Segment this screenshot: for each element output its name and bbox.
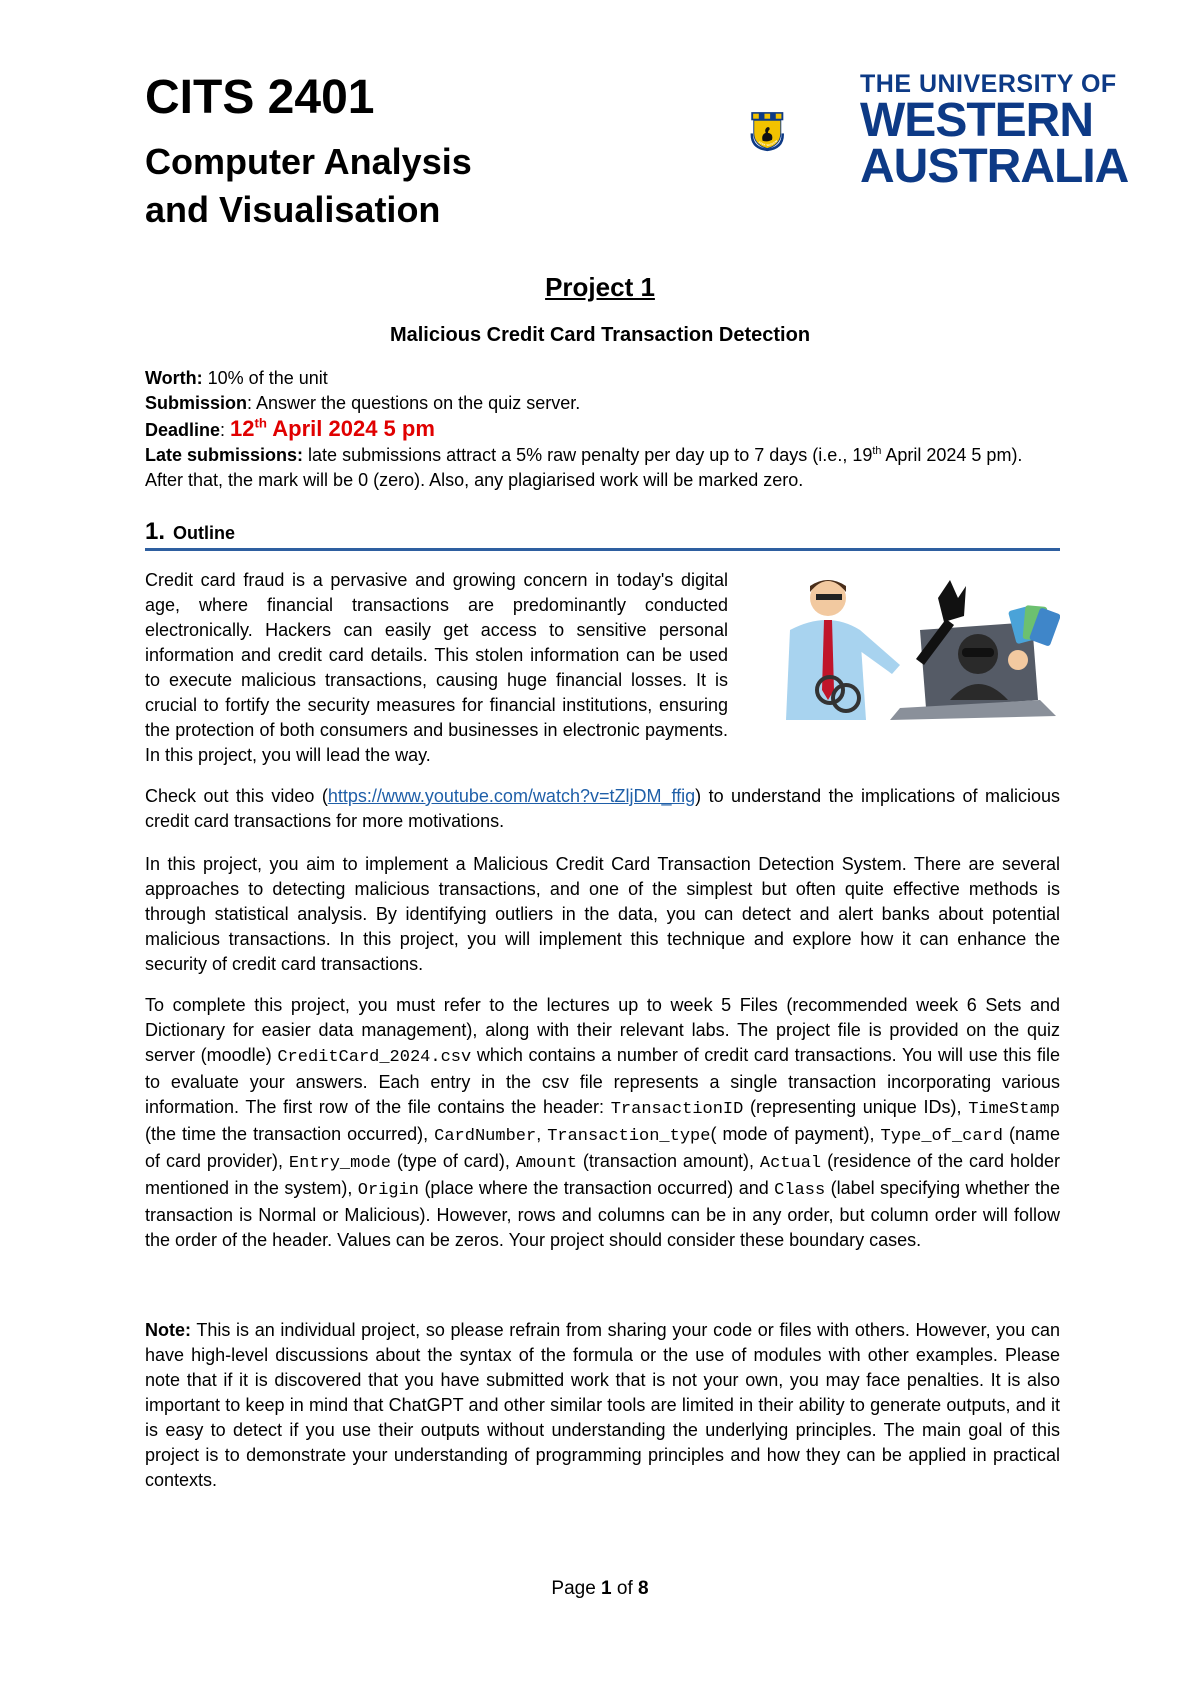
deadline-rest: April 2024 5 pm	[266, 416, 435, 441]
p4-t2: (the time the transaction occurred),	[145, 1124, 435, 1144]
uwa-logo-wordmark	[860, 70, 1129, 193]
late-label: Late submissions:	[145, 445, 304, 465]
p4-t8: (residence of the card holder mentioned in the system),	[145, 1151, 1060, 1198]
of-word: of	[611, 1578, 639, 1599]
paragraph-data-file-text	[145, 993, 1060, 1253]
deadline-value	[230, 416, 435, 441]
field-class: Class	[774, 1181, 826, 1200]
field-entry-mode: Entry_mode	[288, 1154, 391, 1173]
note-text: This is an individual project, so please refrain from sharing your code or files with others. However, you can have high-level discussions about the syntax of the formula or the use of modules with other examples. Please note that if it is discovered that you have submitted work that is not your own, you may face penalties. It is also important to keep in mind that ChatGPT and other similar tools are limited in their ability to generate outputs, and it is easy to detect if you use their outputs without understanding the underlying principles. The main goal of this project is to demonstrate your understanding of programming principles and how they can be applied in practical contexts.	[145, 1320, 1060, 1490]
field-transactionid: TransactionID	[610, 1100, 744, 1119]
page-footer	[0, 1578, 1200, 1600]
field-actual: Actual	[759, 1154, 822, 1173]
unit-code: CITS 2401	[145, 71, 375, 124]
section-divider	[145, 548, 1060, 551]
paragraph-aim	[145, 852, 1060, 977]
paragraph-note-text	[145, 1318, 1060, 1493]
late-value-b: April 2024 5 pm). After that, the mark will be 0 (zero). Also, any plagiarised work will be marked zero.	[145, 445, 1023, 490]
logo-line1: THE UNIVERSITY OF	[860, 70, 1117, 98]
submission-label: Submission	[145, 393, 248, 413]
video-text-a: Check out this video (	[145, 786, 328, 806]
unit-title	[145, 138, 472, 234]
deadline-sep: :	[220, 420, 231, 440]
project-meta	[145, 366, 1060, 493]
paragraph-video	[145, 784, 1060, 834]
unit-title-line2: and Visualisation	[145, 189, 441, 230]
paragraph-note	[145, 1318, 1060, 1493]
deadline-label: Deadline	[145, 420, 221, 440]
late-submission-line	[145, 443, 1060, 493]
csv-filename: CreditCard_2024.csv	[277, 1048, 472, 1067]
project-title: Project 1	[545, 272, 655, 302]
p4-t5: (name of card provider),	[145, 1124, 1060, 1171]
deadline-line	[145, 416, 1060, 443]
paragraph-aim-text: In this project, you aim to implement a Malicious Credit Card Transaction Detection System. There are several approaches to detecting malicious transactions, and one of the simplest but often quite effective methods is through statistical analysis. By identifying outliers in the data, you can detect and alert banks about potential malicious transactions. In this project, you will implement this technique and explore how it can enhance the security of credit card transactions.	[145, 854, 1060, 974]
p4-t7: (transaction amount),	[576, 1151, 760, 1171]
p4-text-a: To complete this project, you must refer to the lectures up to week 5 Files (recommended week 6 Sets and Dictionary for easier data management), along with their relevant labs. The project file is provided on the quiz server (moodle)	[145, 995, 1060, 1065]
p4-t4: ( mode of payment),	[710, 1124, 881, 1144]
project-subtitle: Malicious Credit Card Transaction Detection	[389, 324, 811, 346]
field-type-of-card: Type_of_card	[880, 1127, 1003, 1146]
deadline-day-suffix: th	[254, 415, 267, 431]
section-number: 1.	[145, 518, 166, 545]
worth-value: 10% of the unit	[202, 368, 328, 388]
p4-text-b: which contains a number of credit card transactions. You will use this file to evaluate your answers. Each entry in the csv file represents a single transaction incorporating various information. The first row of the file contains the header:	[145, 1045, 1060, 1117]
paragraph-data-file	[145, 993, 1060, 1253]
paragraph-intro-text: Credit card fraud is a pervasive and growing concern in today's digital age, where financial transactions are predominantly conducted electronically. Hackers can easily get access to sensitive personal information and credit card details. This stolen information can be used to execute malicious transactions, causing huge financial losses. It is crucial to fortify the security measures for financial institutions, ensuring the protection of both consumers and businesses in electronic payments. In this project, you will lead the way.	[145, 570, 728, 765]
page-number: 1	[601, 1578, 612, 1599]
youtube-video-link[interactable]: https://www.youtube.com/watch?v=tZljDM_ffig	[327, 786, 696, 806]
p4-t9: (place where the transaction occurred) and	[419, 1178, 775, 1198]
logo-line3: AUSTRALIA	[860, 140, 1129, 193]
worth-label: Worth:	[145, 368, 203, 388]
field-amount: Amount	[515, 1154, 577, 1173]
section-heading-outline	[145, 518, 235, 546]
page-total: 8	[638, 1578, 649, 1599]
p4-t10: (label specifying whether the transaction is Normal or Malicious). However, rows and columns can be in any order, but column order will follow the order of the header. Values can be zeros. Your project should consider these boundary cases.	[145, 1178, 1060, 1250]
logo-line2: WESTERN	[860, 94, 1093, 147]
worth-line	[145, 366, 1060, 391]
late-sup: th	[872, 445, 882, 457]
p4-t3: ,	[536, 1124, 548, 1144]
page-word: Page	[551, 1578, 602, 1599]
fraud-illustration-icon	[750, 570, 1060, 720]
deadline-day: 12	[230, 416, 255, 441]
field-transaction-type: Transaction_type	[547, 1127, 711, 1146]
p4-t6: (type of card),	[390, 1151, 516, 1171]
field-origin: Origin	[357, 1181, 420, 1200]
note-label: Note:	[145, 1320, 191, 1340]
field-cardnumber: CardNumber	[434, 1127, 537, 1146]
field-timestamp: TimeStamp	[968, 1100, 1061, 1119]
p4-t1: (representing unique IDs),	[743, 1097, 969, 1117]
svg-text:SEEK WISDOM: SEEK WISDOM	[757, 139, 779, 147]
video-text-b: ) to understand the implications of malicious credit card transactions for more motivations.	[145, 786, 1060, 831]
submission-line	[145, 391, 1060, 416]
paragraph-video-text	[145, 784, 1060, 834]
late-value-a: late submissions attract a 5% raw penalty per day up to 7 days (i.e., 19	[303, 445, 873, 465]
submission-value: : Answer the questions on the quiz server.	[247, 393, 581, 413]
unit-title-line1: Computer Analysis	[145, 141, 472, 182]
paragraph-intro	[145, 568, 1060, 768]
section-title: Outline	[173, 523, 236, 543]
uwa-crest-icon	[750, 68, 860, 193]
